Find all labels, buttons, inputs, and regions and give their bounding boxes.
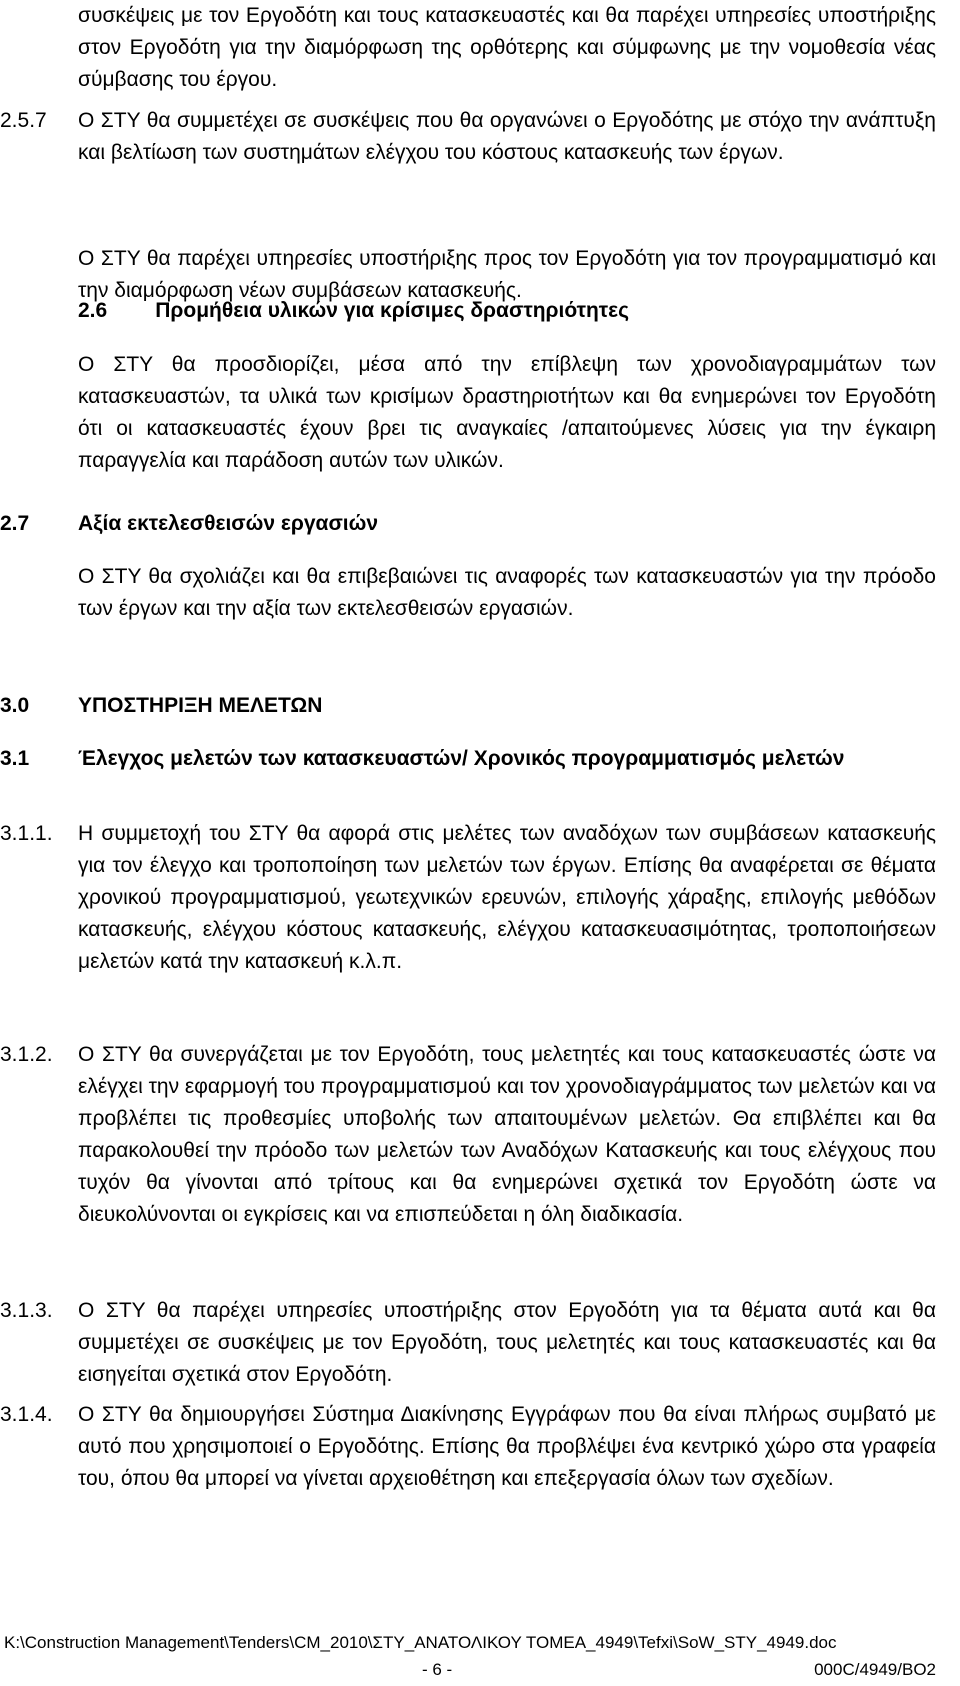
heading-title: Έλεγχος μελετών των κατασκευαστών/ Χρονικός προγραμματισμός μελετών: [78, 747, 845, 770]
paragraph-2-5-7-b: Ο ΣΤΥ θα παρέχει υπηρεσίες υποστήριξης προς τον Εργοδότη για τον προγραμματισμό και την διαμόρφωση νέων συμβάσεων κατασκευής.: [78, 247, 936, 302]
section-number: 3.1.4.: [0, 1403, 53, 1426]
heading-number: 2.6: [78, 299, 108, 322]
section-number: 2.5.7: [0, 109, 47, 132]
footer-page-number: - 6 -: [422, 1660, 453, 1679]
section-text: Ο ΣΤΥ θα παρέχει υπηρεσίες υποστήριξης στον Εργοδότη για τα θέματα αυτά και θα συμμετέχει σε συσκέψεις με τον Εργοδότη, τους μελετητές και τους κατασκευαστές και θα εισηγείται σχετικά στον Εργοδότη.: [78, 1299, 936, 1386]
paragraph-intro: συσκέψεις με τον Εργοδότη και τους κατασκευαστές και θα παρέχει υπηρεσίες υποστήριξης στον Εργοδότη για την διαμόρφωση της ορθότερης και σύμφωνης με την νομοθεσία νέας σύμβασης του έργου.: [78, 4, 936, 91]
paragraph-2-7: Ο ΣΤΥ θα σχολιάζει και θα επιβεβαιώνει τις αναφορές των κατασκευαστών για την πρόοδο των έργων και την αξία των εκτελεσθεισών εργασιών.: [78, 565, 936, 620]
section-text: Ο ΣΤΥ θα συνεργάζεται με τον Εργοδότη, τους μελετητές και τους κατασκευαστές ώστε να ελέγχει την εφαρμογή του προγραμματισμού και τον χρονοδιαγράμματος των μελετών και να προβλέπει τις προθεσμίες υποβολής των απαιτουμένων μελετών. Θα επιβλέπει και θα παρακολουθεί την πρόοδο των μελετών των Αναδόχων Κατασκευής και τους ελέγχους που τυχόν θα γίνονται από τρίτους και θα ενημερώνει σχετικά τον Εργοδότη ώστε να διευκολύνονται οι εγκρίσεις και να επισπεύδεται η όλη διαδικασία.: [78, 1043, 936, 1226]
heading-title: Αξία εκτελεσθεισών εργασιών: [78, 512, 379, 535]
heading-number: 3.0: [0, 694, 30, 717]
section-text: Ο ΣΤΥ θα δημιουργήσει Σύστημα Διακίνησης Εγγράφων που θα είναι πλήρως συμβατό με αυτό που χρησιμοποιεί ο Εργοδότης. Επίσης θα προβλέψει ένα κεντρικό χώρο στα γραφεία του, όπου θα μπορεί να γίνεται αρχειοθέτηση και επεξεργασία όλων των σχεδίων.: [78, 1403, 936, 1490]
footer-file-path: K:\Construction Management\Tenders\CM_2010\ΣΤΥ_ΑΝΑΤΟΛΙΚΟΥ ΤΟΜΕΑ_4949\Tefxi\SoW_STY_4949.doc: [4, 1633, 837, 1652]
heading-title: ΥΠΟΣΤΗΡΙΞΗ ΜΕΛΕΤΩΝ: [78, 694, 323, 717]
section-number: 3.1.3.: [0, 1299, 53, 1322]
section-text: Ο ΣΤΥ θα συμμετέχει σε συσκέψεις που θα οργανώνει ο Εργοδότης με στόχο την ανάπτυξη και βελτίωση των συστημάτων ελέγχου του κόστους κατασκευής των έργων.: [78, 109, 936, 164]
section-text: Η συμμετοχή του ΣΤΥ θα αφορά στις μελέτες των αναδόχων των συμβάσεων κατασκευής για τον έλεγχο και τροποποίηση των μελετών των έργων. Επίσης θα αναφέρεται σε θέματα χρονικού προγραμματισμού, γεωτεχνικών ερευνών, επιλογής χάραξης, επιλογής μεθόδων κατασκευής, ελέγχου κόστους κατασκευής, ελέγχου κατασκευασιμότητας, τροποποιήσεων μελετών κατά την κατασκευή κ.λ.π.: [78, 822, 936, 973]
paragraph-2-6: Ο ΣΤΥ θα προσδιορίζει, μέσα από την επίβλεψη των χρονοδιαγραμμάτων των κατασκευαστών, τα υλικά των κρισίμων δραστηριοτήτων και θα ενημερώνει τον Εργοδότη ότι οι κατασκευαστές έχουν βρει τις αναγκαίες /απαιτούμενες λύσεις για την έγκαιρη παραγγελία και παράδοση αυτών των υλικών.: [78, 353, 936, 472]
heading-number: 2.7: [0, 512, 30, 535]
heading-title: Προμήθεια υλικών για κρίσιμες δραστηριότητες: [155, 299, 630, 322]
section-number: 3.1.2.: [0, 1043, 53, 1066]
heading-number: 3.1: [0, 747, 30, 770]
footer-document-code: 000C/4949/BO2: [814, 1660, 936, 1679]
heading-2-6: [78, 295, 936, 327]
section-number: 3.1.1.: [0, 822, 53, 845]
